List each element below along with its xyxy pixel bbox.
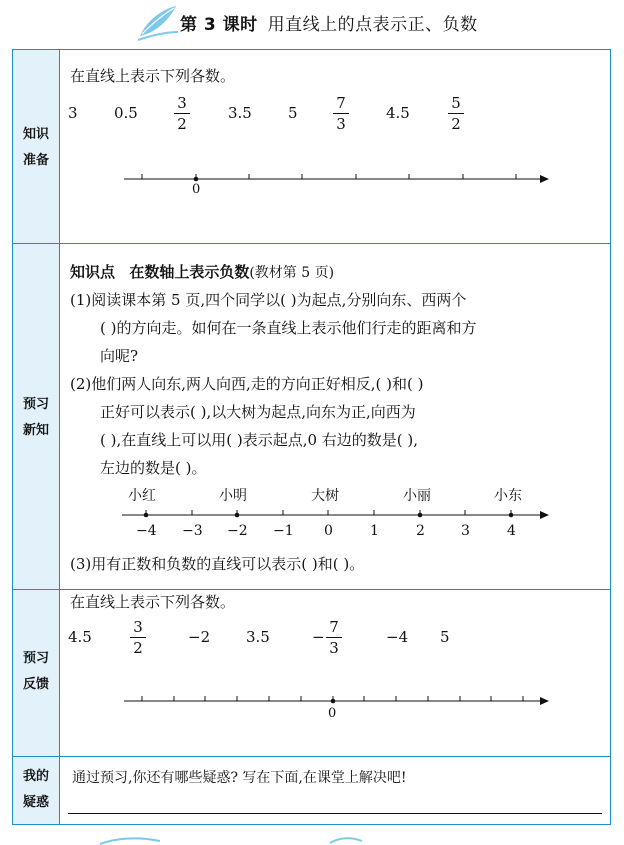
feedback-number: −4 <box>386 628 409 646</box>
feedback-number: 4.5 <box>68 628 92 646</box>
section-label-prep: 知识 准备 <box>22 127 49 168</box>
doubts-prompt: 通过预习,你还有哪些疑惑? 写在下面,在课堂上解决吧! <box>72 770 407 786</box>
divider-2 <box>12 589 611 590</box>
feedback-fraction: 3 2 <box>128 618 148 657</box>
question-2-line: (2)他们两人向东,两人向西,走的方向正好相反,( )和( ) <box>70 375 424 393</box>
person-label-xiaoli: 小丽 <box>403 488 431 504</box>
prep-number: 3 <box>68 104 78 122</box>
tick-label: 1 <box>370 523 379 539</box>
question-1-line: 向呢? <box>100 347 139 365</box>
feedback-instruction: 在直线上表示下列各数。 <box>70 593 236 611</box>
prep-fraction: 7 3 <box>331 94 351 133</box>
section-label-feedback: 预习 反馈 <box>22 651 49 692</box>
question-1-line: ( )的方向走。如何在一条直线上表示他们行走的距离和方 <box>100 319 477 337</box>
question-2-line: 正好可以表示( ),以大树为起点,向东为正,向西为 <box>100 403 416 421</box>
prep-instruction: 在直线上表示下列各数。 <box>70 67 236 85</box>
prep-fraction: 3 2 <box>172 94 192 133</box>
feedback-fraction: 7 3 <box>324 618 344 657</box>
bottom-decoration <box>90 835 390 845</box>
divider-1 <box>12 243 611 244</box>
question-1-line: (1)阅读课本第 5 页,四个同学以( )为起点,分别向东、西两个 <box>70 291 467 309</box>
knowledge-point-heading: 知识点 在数轴上表示负数(教材第 5 页) <box>70 263 335 281</box>
tick-label: 2 <box>416 523 425 539</box>
tick-label: −2 <box>227 523 248 539</box>
person-label-xiaodong: 小东 <box>494 488 522 504</box>
question-2-line: 左边的数是( )。 <box>100 459 207 477</box>
feedback-number: −2 <box>188 628 211 646</box>
prep-fraction: 5 2 <box>446 94 466 133</box>
feedback-number: 3.5 <box>246 628 270 646</box>
page-header <box>0 0 624 44</box>
tick-label: −4 <box>136 523 157 539</box>
tick-label: 0 <box>324 523 333 539</box>
question-2-line: ( ),在直线上可以用( )表示起点,0 右边的数是( ), <box>100 431 419 449</box>
section-label-preview: 预习 新知 <box>22 397 49 438</box>
tick-label: 4 <box>507 523 516 539</box>
page-title <box>180 10 478 35</box>
lesson-title: 用直线上的点表示正、负数 <box>267 15 478 35</box>
leaf-icon <box>136 2 180 42</box>
person-label-xiaohong: 小红 <box>128 488 156 504</box>
doubts-answer-line[interactable] <box>68 813 602 814</box>
prep-zero-label: 0 <box>192 182 201 197</box>
tick-label: −3 <box>182 523 203 539</box>
question-3-line: (3)用有正数和负数的直线可以表示( )和( )。 <box>70 555 365 573</box>
section-label-doubts: 我的 疑惑 <box>22 769 49 810</box>
feedback-number: 5 <box>440 628 450 646</box>
prep-number: 0.5 <box>114 104 138 122</box>
tree-label: 大树 <box>311 488 339 504</box>
lesson-number: 第 3 课时 <box>180 15 258 35</box>
minus-sign: − <box>312 628 325 646</box>
divider-3 <box>12 756 611 757</box>
tick-label: 3 <box>461 523 470 539</box>
feedback-zero-label: 0 <box>328 706 337 721</box>
prep-number: 4.5 <box>386 104 410 122</box>
prep-number: 3.5 <box>228 104 252 122</box>
person-label-xiaoming: 小明 <box>219 488 247 504</box>
tick-label: −1 <box>273 523 294 539</box>
prep-number: 5 <box>288 104 298 122</box>
